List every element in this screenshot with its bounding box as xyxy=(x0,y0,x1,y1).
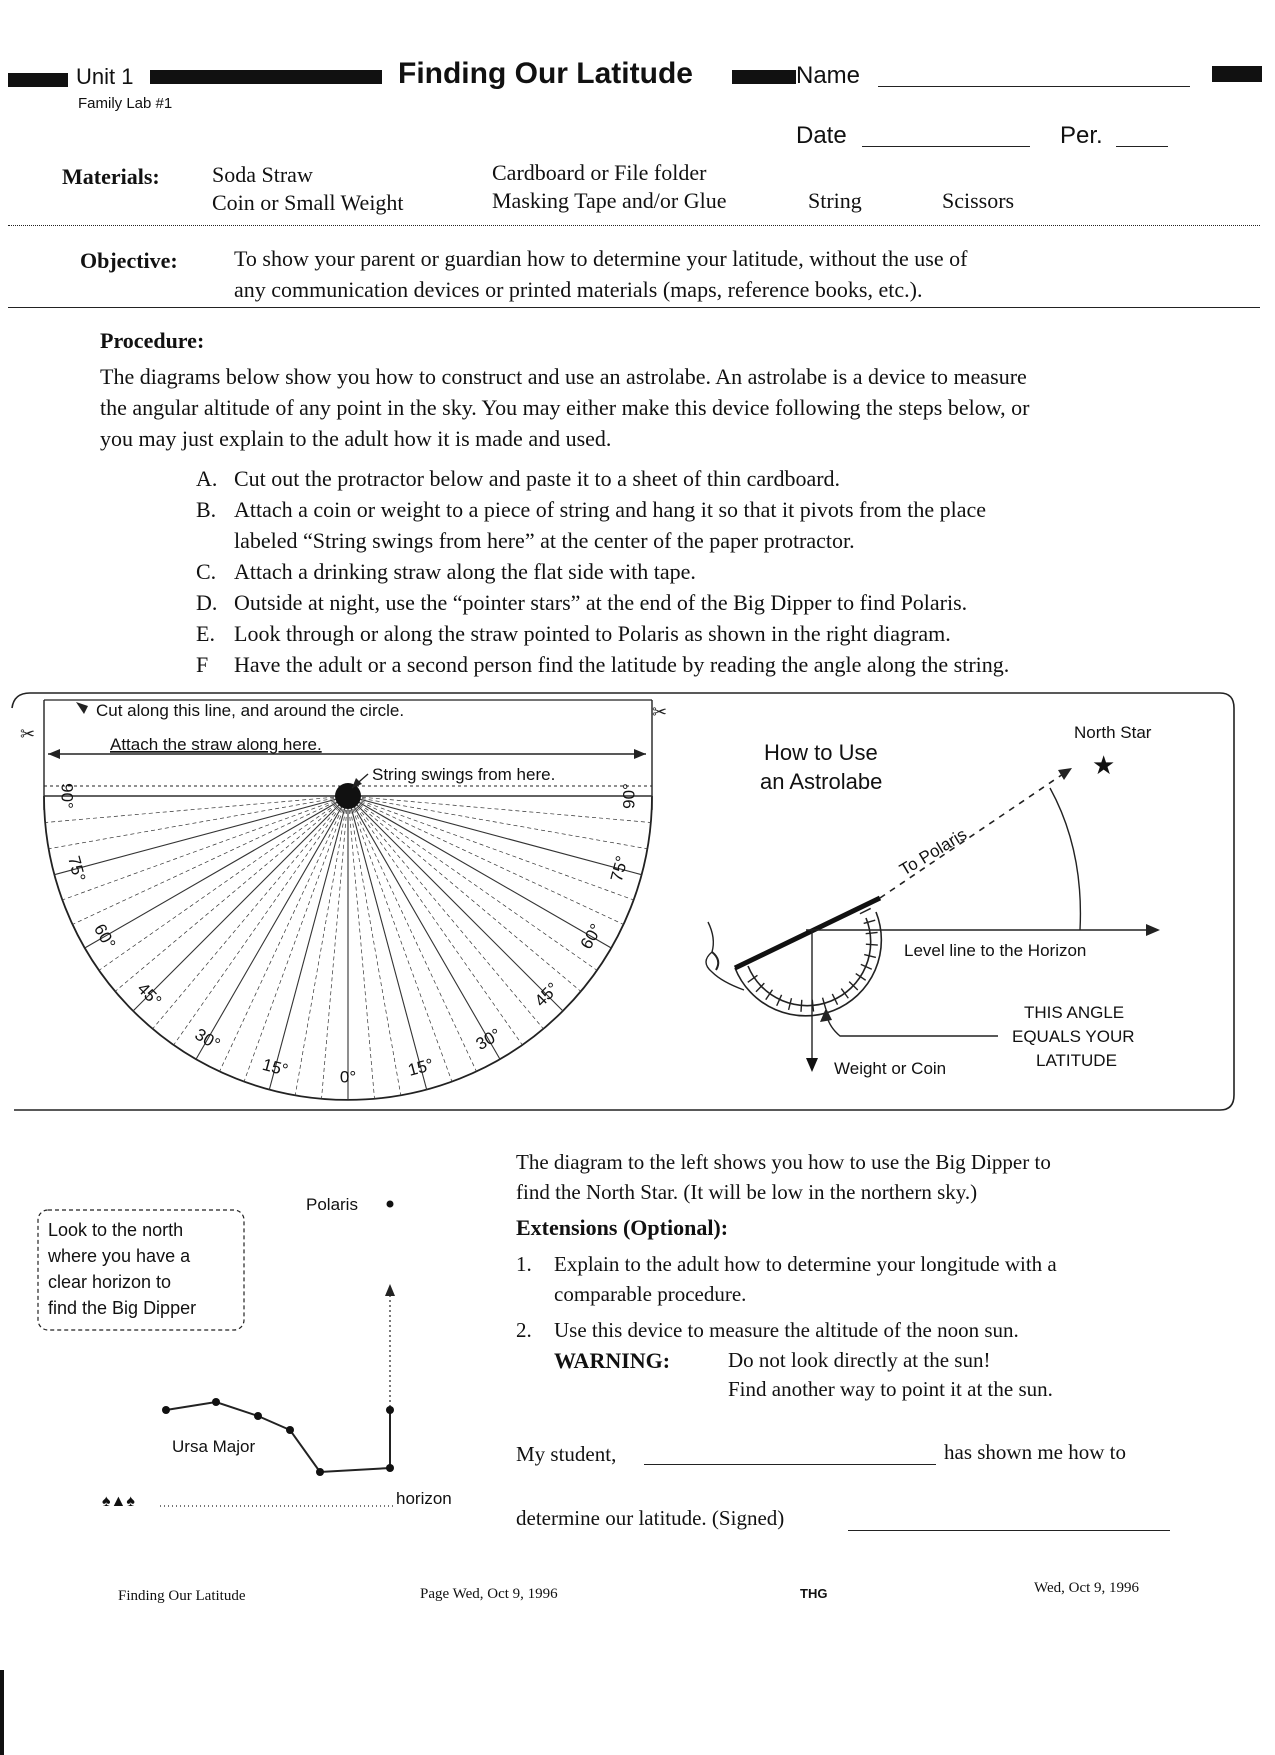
step-text: Attach a drinking straw along the flat side with tape. xyxy=(234,559,696,584)
protractor-spoke xyxy=(115,796,348,991)
protractor-spoke xyxy=(348,796,624,924)
astrolabe-hatch xyxy=(866,932,878,933)
protractor-spoke xyxy=(174,796,348,1045)
header-bar-far xyxy=(1212,66,1262,82)
north-star-label: North Star xyxy=(1074,723,1152,742)
protractor-spoke xyxy=(269,796,348,1090)
divider xyxy=(8,307,1260,308)
procedure-label: Procedure: xyxy=(100,328,205,353)
weight-label: Weight or Coin xyxy=(834,1059,947,1078)
protractor-tick-label: 45° xyxy=(530,978,563,1011)
divider xyxy=(8,225,1260,226)
astrolabe-hatch xyxy=(841,989,848,999)
material-item: String xyxy=(808,188,862,213)
protractor-spoke xyxy=(72,796,348,924)
header-bar-left xyxy=(8,73,68,87)
protractor-spoke xyxy=(85,796,348,948)
protractor-spoke xyxy=(348,796,452,1082)
protractor-spoke xyxy=(348,796,642,875)
note-text: Look to the north xyxy=(48,1220,184,1240)
horizon-label: horizon xyxy=(396,1489,452,1508)
extension-text: comparable procedure. xyxy=(554,1282,747,1306)
astrolabe-title: How to Use xyxy=(764,740,878,765)
unit-label: Unit 1 xyxy=(76,64,134,89)
step-letter: C. xyxy=(196,559,217,584)
objective-text-line2: any communication devices or printed materials (maps, reference books, etc.). xyxy=(234,277,923,302)
protractor-tick-label: 60° xyxy=(90,920,120,953)
signed-label: determine our latitude. (Signed) xyxy=(516,1506,785,1530)
note-text: where you have a xyxy=(48,1246,191,1266)
extension-number: 1. xyxy=(516,1252,532,1276)
note-text: clear horizon to xyxy=(48,1272,172,1292)
protractor-tick-label: 30° xyxy=(472,1024,505,1054)
protractor-spoke xyxy=(348,796,611,948)
footer-page: Page Wed, Oct 9, 1996 xyxy=(420,1586,558,1602)
angle-label: THIS ANGLE xyxy=(1024,1003,1125,1022)
objective-text-line1: To show your parent or guardian how to determine your latitude, without the use of xyxy=(234,246,968,271)
protractor-spoke xyxy=(322,796,348,1099)
note-text: find the Big Dipper xyxy=(48,1298,197,1318)
to-polaris-label: To Polaris xyxy=(896,824,971,880)
page-edge-mark xyxy=(0,1670,4,1755)
step-text: Outside at night, use the “pointer stars” at the end of the Big Dipper to find Polaris. xyxy=(234,590,968,615)
step-text: Cut out the protractor below and paste it to a sheet of thin cardboard. xyxy=(234,466,841,491)
tree-icon: ♠▲♠ xyxy=(102,1493,135,1510)
level-line-label: Level line to the Horizon xyxy=(904,941,1087,960)
date-label: Date xyxy=(796,122,847,149)
protractor-spoke xyxy=(99,796,348,970)
step-text: Attach a coin or weight to a piece of string and hang it so that it pivots from the place xyxy=(234,497,987,522)
material-item: Masking Tape and/or Glue xyxy=(492,188,727,213)
protractor-spoke xyxy=(348,796,597,970)
protractor xyxy=(20,700,667,1100)
polaris-star xyxy=(387,1201,394,1208)
step-letter: E. xyxy=(196,621,215,646)
name-field[interactable] xyxy=(878,86,1190,87)
protractor-spoke xyxy=(220,796,348,1072)
material-item: Coin or Small Weight xyxy=(212,190,404,215)
protractor-spoke xyxy=(348,796,427,1090)
dipper-instructions: find the North Star. (It will be low in the northern sky.) xyxy=(516,1180,978,1204)
protractor-spoke xyxy=(348,796,543,1029)
protractor-tick-label: 60° xyxy=(576,920,606,953)
protractor-spoke xyxy=(244,796,348,1082)
astrolabe-hatch xyxy=(856,974,866,981)
astrolabe-diagram xyxy=(706,723,1160,1078)
per-label: Per. xyxy=(1060,122,1103,149)
header-bar-mid xyxy=(150,70,382,84)
extension-text: Use this device to measure the altitude of the noon sun. xyxy=(554,1318,1019,1342)
ursa-major-label: Ursa Major xyxy=(172,1437,256,1456)
material-item: Cardboard or File folder xyxy=(492,160,707,185)
warning-text: Find another way to point it at the sun. xyxy=(728,1377,1053,1401)
protractor-spoke xyxy=(348,796,374,1099)
protractor-spoke xyxy=(348,796,500,1059)
protractor-spoke xyxy=(45,796,348,822)
protractor-tick-label: 15° xyxy=(405,1054,436,1080)
protractor-spoke xyxy=(348,796,476,1072)
step-text: labeled “String swings from here” at the center of the paper protractor. xyxy=(234,528,855,553)
swing-label: String swings from here. xyxy=(372,765,556,784)
step-letter: F xyxy=(196,652,209,677)
page-title: Finding Our Latitude xyxy=(398,57,693,90)
diagram-panel xyxy=(0,690,1275,1130)
extensions-label: Extensions (Optional): xyxy=(516,1215,729,1240)
extension-number: 2. xyxy=(516,1318,532,1342)
footer-date: Wed, Oct 9, 1996 xyxy=(1034,1580,1140,1596)
protractor-tick-label: 15° xyxy=(260,1054,291,1080)
subtitle: Family Lab #1 xyxy=(78,95,173,112)
header-bar-right xyxy=(732,70,796,84)
student-label: My student, xyxy=(516,1442,617,1466)
materials-label: Materials: xyxy=(62,164,160,189)
procedure-intro: The diagrams below show you how to construct and use an astrolabe. An astrolabe is a device to measure xyxy=(100,364,1027,389)
protractor-tick-label: 90° xyxy=(57,783,77,809)
step-letter: B. xyxy=(196,497,217,522)
protractor-spoke xyxy=(348,796,581,991)
footer-title: Finding Our Latitude xyxy=(118,1588,246,1604)
astrolabe-hatch xyxy=(801,1000,802,1012)
step-letter: D. xyxy=(196,590,218,615)
big-dipper-diagram xyxy=(0,1180,500,1510)
astrolabe-title: an Astrolabe xyxy=(760,769,883,794)
procedure-intro: you may just explain to the adult how it is made and used. xyxy=(100,426,612,451)
protractor-tick-label: 45° xyxy=(133,978,166,1011)
material-item: Soda Straw xyxy=(212,162,313,187)
polaris-label: Polaris xyxy=(306,1195,358,1214)
per-field[interactable] xyxy=(1116,146,1168,147)
objective-label: Objective: xyxy=(80,248,178,273)
angle-label: EQUALS YOUR xyxy=(1012,1027,1135,1046)
protractor-spoke xyxy=(62,796,348,900)
student-label: has shown me how to xyxy=(944,1440,1126,1464)
protractor-spoke xyxy=(196,796,348,1059)
astrolabe-hatch xyxy=(866,944,878,945)
protractor-tick-label: 90° xyxy=(619,783,639,809)
protractor-tick-label: 75° xyxy=(64,853,90,884)
step-text: Look through or along the straw pointed to Polaris as shown in the right diagram. xyxy=(234,621,951,646)
angle-label: LATITUDE xyxy=(1036,1051,1117,1070)
signature-field[interactable] xyxy=(848,1530,1170,1531)
star-icon: ★ xyxy=(1092,750,1116,780)
cut-label: Cut along this line, and around the circle. xyxy=(96,701,405,720)
name-label: Name xyxy=(796,62,861,89)
warning-label: WARNING: xyxy=(554,1348,671,1373)
step-text: Have the adult or a second person find the latitude by reading the angle along the string. xyxy=(234,652,1010,677)
protractor-spoke xyxy=(54,796,348,875)
step-letter: A. xyxy=(196,466,218,491)
protractor-tick-label: 30° xyxy=(191,1024,224,1054)
student-name-field[interactable] xyxy=(644,1464,936,1465)
protractor-tick-label: 75° xyxy=(606,853,632,884)
dipper-instructions: The diagram to the left shows you how to use the Big Dipper to xyxy=(516,1150,1051,1174)
protractor-spoke xyxy=(348,796,651,822)
protractor-spoke xyxy=(348,796,522,1045)
extension-text: Explain to the adult how to determine your longitude with a xyxy=(554,1252,1057,1276)
scissors-icon: ✂ xyxy=(20,724,36,744)
footer-code: THG xyxy=(800,1586,828,1601)
date-field[interactable] xyxy=(862,146,1030,147)
material-item: Scissors xyxy=(942,188,1015,213)
protractor-tick-label: 0° xyxy=(339,1067,357,1087)
warning-text: Do not look directly at the sun! xyxy=(728,1348,991,1372)
protractor-spoke xyxy=(153,796,348,1029)
protractor-spoke xyxy=(348,796,634,900)
astrolabe-hatch xyxy=(864,920,876,923)
straw-label: Attach the straw along here. xyxy=(110,735,322,754)
procedure-intro: the angular altitude of any point in the sky. You may either make this device following the steps below, or xyxy=(100,395,1030,420)
scissors-icon: ✂ xyxy=(652,702,668,722)
